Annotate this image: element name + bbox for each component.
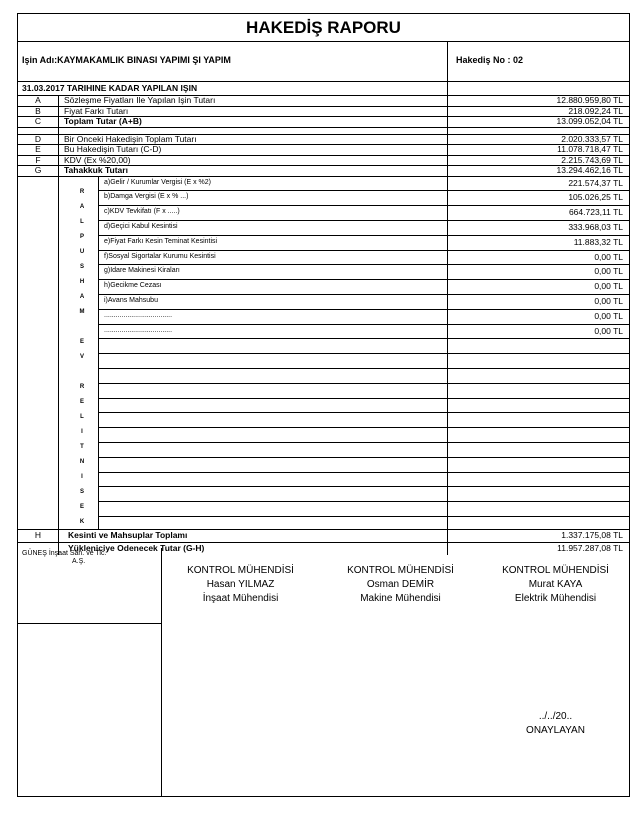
vertical-label-letter: U <box>79 248 85 255</box>
deduction-value: 333.968,03 TL <box>568 221 623 232</box>
row-h-code: H <box>34 530 42 540</box>
row-e-label: Bu Hakedişin Tutarı (C-D) <box>64 144 162 154</box>
row-f-value: 2.215.743,69 TL <box>561 154 623 165</box>
vertical-label-letter: S <box>79 263 84 270</box>
vertical-label-letter: S <box>79 488 84 495</box>
vertical-label-letter: E <box>79 398 84 405</box>
deduction-label: f)Sosyal Sigortalar Kurumu Kesintisi <box>104 252 216 260</box>
row-a-value: 12.880.959,80 TL <box>556 95 623 105</box>
approval-label: ONAYLAYAN <box>526 725 585 736</box>
report-title: HAKEDİŞ RAPORU <box>246 18 401 37</box>
contractor-suffix: A.Ş. <box>72 558 86 565</box>
job-name-row <box>22 56 231 65</box>
row-d-code: D <box>34 133 42 144</box>
signatory-electrical <box>483 564 628 606</box>
deduction-value: 0,00 TL <box>594 266 623 277</box>
deduction-label: i)Avans Mahsubu <box>104 296 158 304</box>
deduction-label: h)Gecikme Cezası <box>104 282 162 290</box>
vertical-label-letter: K <box>79 519 85 525</box>
row-h-label: Kesinti ve Mahsuplar Toplamı <box>68 530 188 540</box>
row-d-label: Bir Onceki Hakedişin Toplam Tutarı <box>64 133 197 144</box>
vertical-label-letter: A <box>79 293 85 300</box>
row-d-value: 2.020.333,57 TL <box>561 133 623 144</box>
deduction-label: c)KDV Tevkifatı (F x .....) <box>104 208 180 216</box>
deduction-value: 0,00 TL <box>594 251 623 262</box>
vertical-label-letter: E <box>79 338 84 345</box>
signatory-role: KONTROL MÜHENDİSİ <box>187 565 294 576</box>
deduction-label: d)Geçici Kabul Kesintisi <box>104 222 178 230</box>
deduction-value: 664.723,11 TL <box>568 207 623 218</box>
vertical-label-letter: T <box>80 443 84 450</box>
vertical-label-letter: N <box>79 458 85 465</box>
section-heading: 31.03.2017 TARIHINE KADAR YAPILAN IŞIN <box>22 83 198 93</box>
vertical-label-letter: V <box>79 353 84 360</box>
deduction-label: b)Damga Vergisi (E x % ...) <box>104 193 189 201</box>
vertical-label-letter: R <box>79 383 85 390</box>
row-b-label: Fiyat Farkı Tutarı <box>64 105 129 116</box>
signatory-role: KONTROL MÜHENDİSİ <box>502 565 609 576</box>
vertical-label-letter: R <box>79 188 85 195</box>
vertical-label-letter: P <box>79 233 84 240</box>
job-name: KAYMAKAMLIK BINASI YAPIMI ŞI YAPIM <box>57 55 231 65</box>
row-b-code: B <box>35 105 41 116</box>
signatory-title: İnşaat Mühendisi <box>202 593 279 604</box>
deduction-label: g)Idare Makinesi Kiraları <box>104 267 180 275</box>
vertical-label-letter: M <box>79 308 85 315</box>
row-g-value: 13.294.462,16 TL <box>556 165 623 175</box>
signatory-name: Osman DEMİR <box>366 579 435 590</box>
approval-date: ../../20.. <box>538 711 573 722</box>
hakedis-number: Hakediş No : 02 <box>456 55 524 65</box>
deduction-value: 221.574,37 TL <box>568 177 623 188</box>
hakedis-report <box>17 13 630 797</box>
vertical-label-letter: I <box>81 428 83 435</box>
vertical-label-letter: L <box>80 413 84 420</box>
signatory-title: Makine Mühendisi <box>360 593 441 604</box>
row-a-code: A <box>35 95 41 105</box>
row-e-code: E <box>35 144 41 154</box>
signatory-title: Elektrik Mühendisi <box>514 593 597 604</box>
vertical-label-letter: A <box>79 203 85 210</box>
row-g-code: G <box>34 165 42 175</box>
approval-block <box>483 710 628 738</box>
payable-value: 11.957.287,08 TL <box>557 543 623 553</box>
deduction-label: e)Fiyat Farkı Kesin Teminat Kesintisi <box>104 237 218 245</box>
signatory-civil <box>168 564 313 606</box>
deduction-value: 105.026,25 TL <box>568 192 623 203</box>
deduction-value: 0,00 TL <box>594 325 623 336</box>
row-c-label: Toplam Tutar (A+B) <box>64 116 142 126</box>
row-h-value: 1.337.175,08 TL <box>561 530 623 540</box>
vertical-label-letter: L <box>80 218 84 225</box>
job-label: Işin Adı: <box>22 55 58 65</box>
row-b-value: 218.092,24 TL <box>568 105 623 116</box>
main-table <box>18 95 629 553</box>
row-a-label: Sözleşme Fiyatları Ile Yapılan Işin Tutarı <box>64 95 216 105</box>
deduction-label: a)Gelir / Kurumlar Vergisi (E x %2) <box>104 178 211 186</box>
deduction-label: ................................... <box>104 326 173 334</box>
vertical-label-letter: E <box>79 503 84 510</box>
signatory-name: Murat KAYA <box>528 579 583 590</box>
deduction-value: 0,00 TL <box>594 295 623 306</box>
row-c-value: 13.099.052,04 TL <box>556 116 623 126</box>
row-g-label: Tahakkuk Tutarı <box>64 165 128 175</box>
signatory-role: KONTROL MÜHENDİSİ <box>347 565 454 576</box>
contractor-name: GÜNEŞ İnşaat San. ve Tic. <box>22 550 107 557</box>
deduction-value: 0,00 TL <box>594 281 623 292</box>
row-f-code: F <box>35 154 41 165</box>
deduction-value: 11.883,32 TL <box>573 236 623 247</box>
signatory-mechanical <box>328 564 473 606</box>
row-e-value: 11.078.718,47 TL <box>557 144 623 154</box>
row-c-code: C <box>34 116 42 126</box>
vertical-label-letter: H <box>79 278 85 285</box>
deduction-label: ................................... <box>104 311 173 319</box>
deduction-value: 0,00 TL <box>594 310 623 321</box>
signatory-name: Hasan YILMAZ <box>206 579 275 590</box>
row-f-label: KDV (Ex %20,00) <box>64 154 131 165</box>
vertical-label-letter: I <box>81 473 83 480</box>
payable-label: Yükleniciye Odenecek Tutar (G-H) <box>68 543 205 553</box>
